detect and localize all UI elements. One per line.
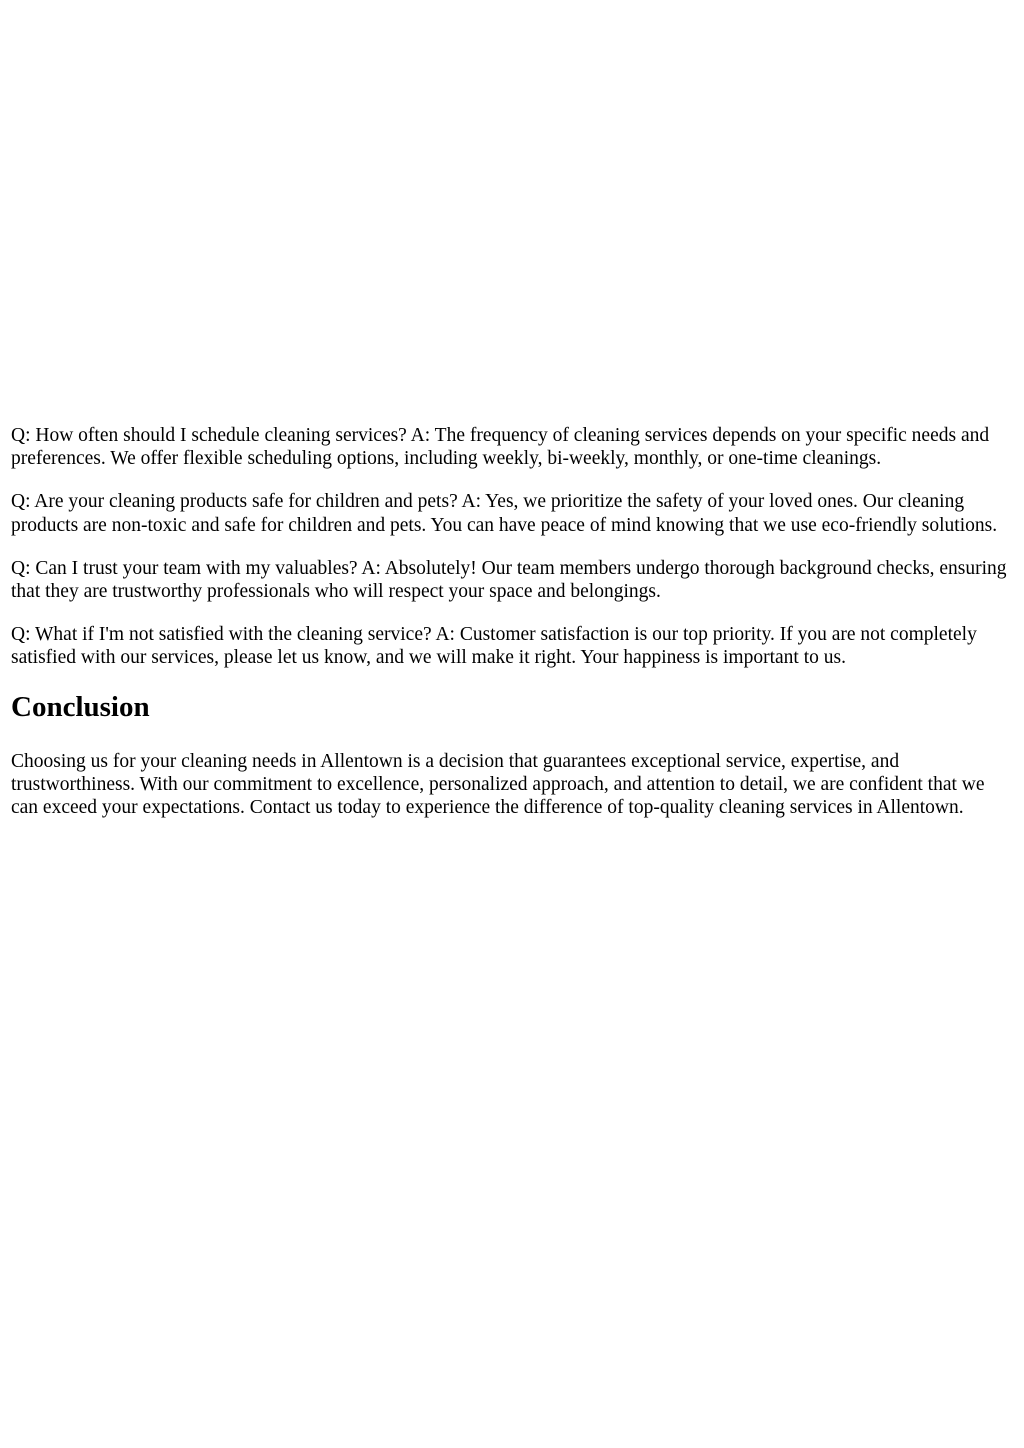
faq-item-satisfaction: Q: What if I'm not satisfied with the cleaning service? A: Customer satisfaction is our top priority. If you are not completely satisfied with our services, please let us know, and we will make it right. Your happiness is important to us. xyxy=(11,624,977,669)
conclusion-heading: Conclusion xyxy=(11,690,150,723)
faq-item-products-safety: Q: Are your cleaning products safe for children and pets? A: Yes, we prioritize the safety of your loved ones. Our cleaning products are non-toxic and safe for children and pets. You can have peace of mind knowing that we use eco-friendly solutions. xyxy=(11,491,998,536)
document-body xyxy=(11,424,1015,819)
faq-item-valuables-trust: Q: Can I trust your team with my valuables? A: Absolutely! Our team members undergo thorough background checks, ensuring that they are trustworthy professionals who will respect your space and belongings. xyxy=(11,557,1007,603)
faq-item-scheduling: Q: How often should I schedule cleaning services? A: The frequency of cleaning services depends on your specific needs and preferences. We offer flexible scheduling options, including weekly, bi-weekly, monthly, or one-time cleanings. xyxy=(11,425,990,470)
conclusion-paragraph: Choosing us for your cleaning needs in Allentown is a decision that guarantees exceptional service, expertise, and trustworthiness. With our commitment to excellence, personalized approach, and attention to detail, we are confident that we can exceed your expectations. Contact us today to experience the difference of top-quality cleaning services in Allentown. xyxy=(11,750,985,819)
